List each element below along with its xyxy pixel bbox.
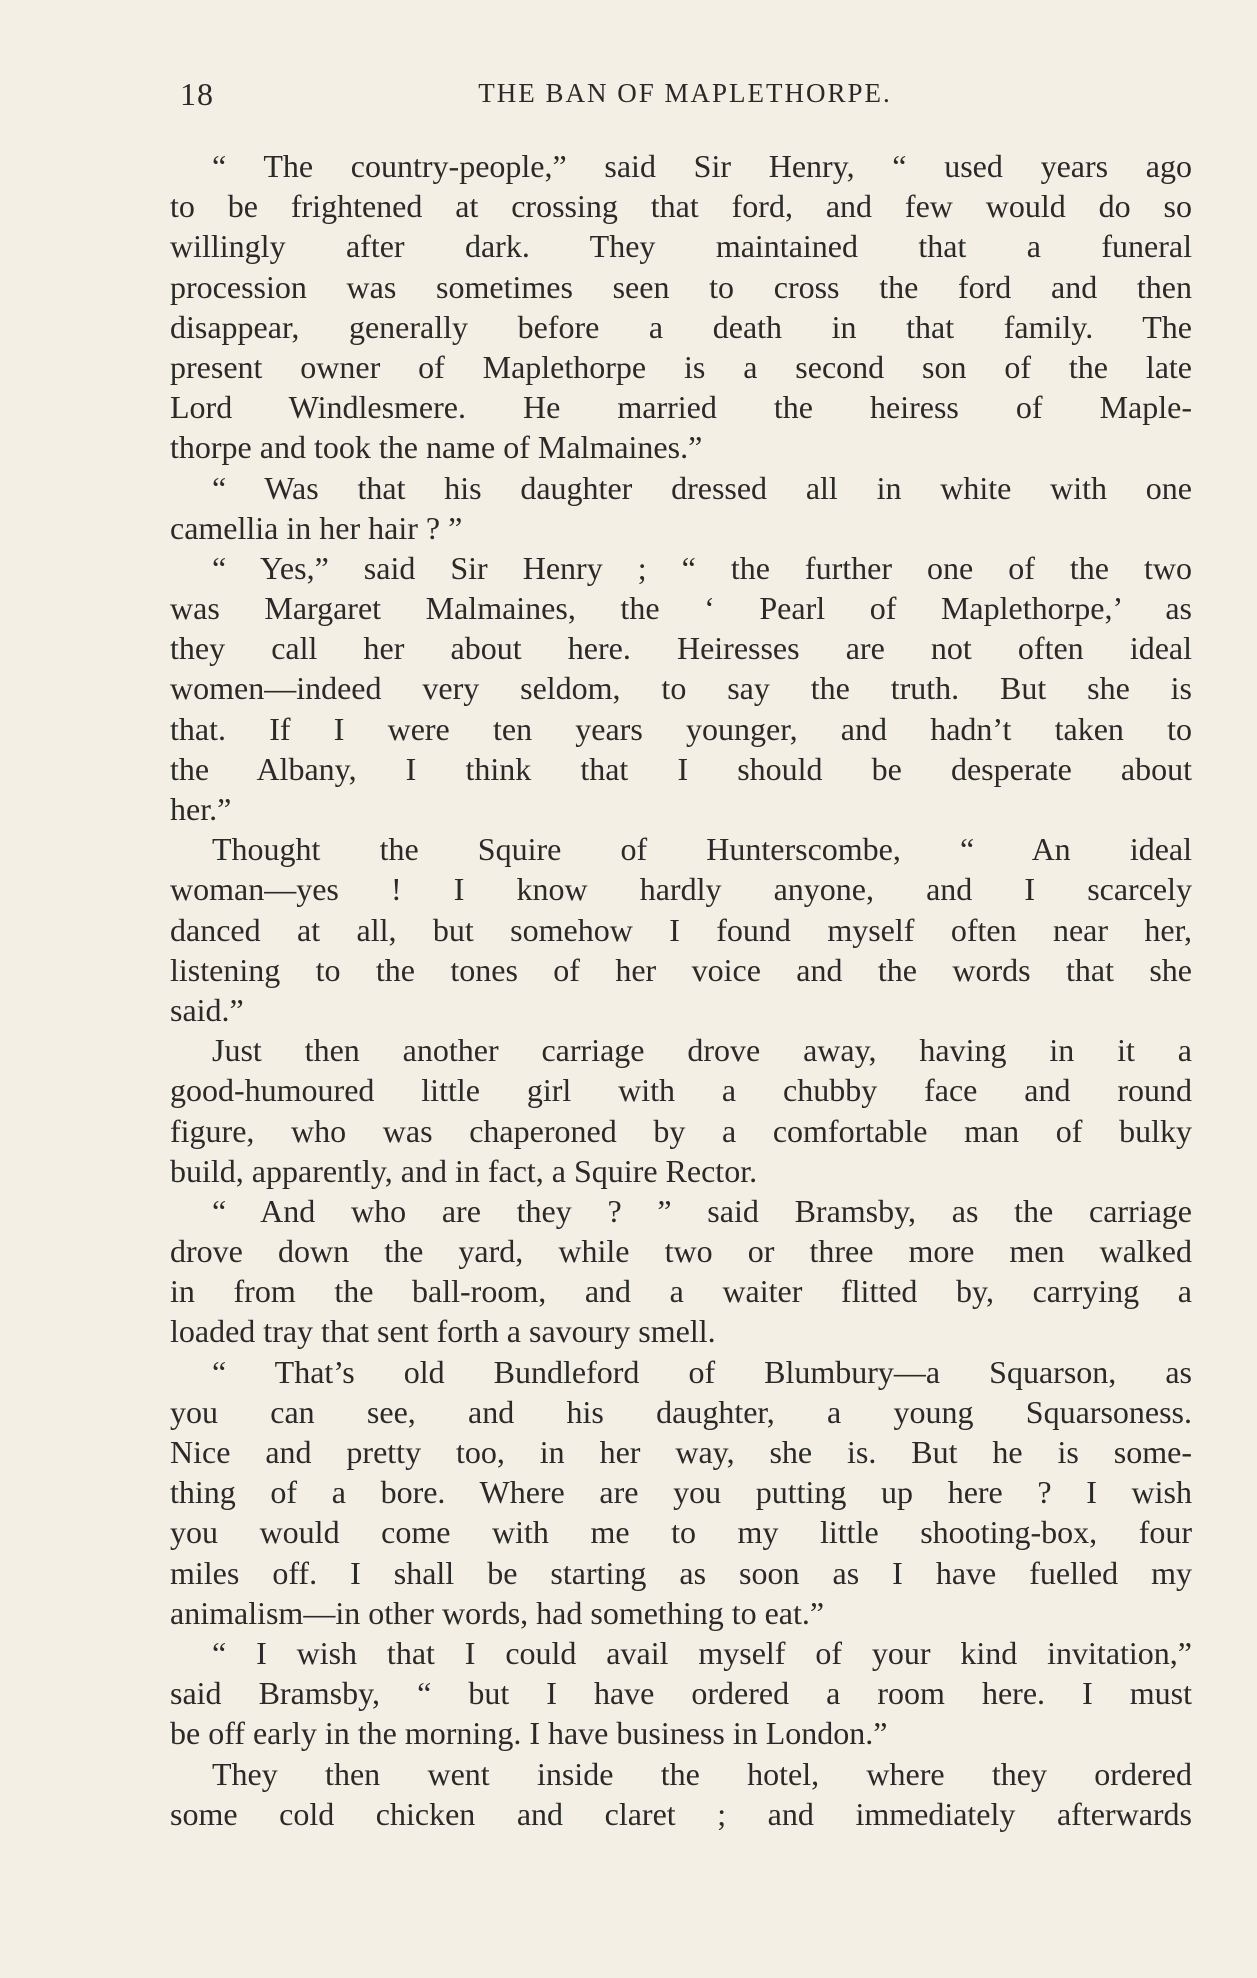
text-line: “ And who are they ? ” said Bramsby, as the carriage <box>212 1192 1192 1229</box>
text-line: listening to the tones of her voice and the words that she <box>170 951 1192 988</box>
text-line: Nice and pretty too, in her way, she is. But he is some- <box>170 1434 1192 1470</box>
text-line: they call her about here. Heiresses are not often ideal <box>170 630 1192 667</box>
text-line: “ The country-people,” said Sir Henry, “ used years ago <box>212 148 1192 184</box>
text-line: miles off. I shall be starting as soon as I have fuelled my <box>170 1554 1192 1591</box>
text-line: They then went inside the hotel, where they ordered <box>212 1755 1192 1792</box>
text-line: loaded tray that sent forth a savoury smell. <box>170 1313 716 1350</box>
text-line: you would come with me to my little shooting-box, four <box>170 1514 1192 1551</box>
text-line: build, apparently, and in fact, a Squire Rector. <box>170 1152 758 1189</box>
text-line: thorpe and took the name of Malmaines.” <box>170 429 703 466</box>
running-title: THE BAN OF MAPLETHORPE. <box>478 78 892 108</box>
text-line: the Albany, I think that I should be desperate about <box>170 750 1192 787</box>
text-line: animalism—in other words, had something to eat.” <box>170 1594 825 1631</box>
text-line: that. If I were ten years younger, and hadn’t taken to <box>170 710 1192 747</box>
text-line: “ That’s old Bundleford of Blumbury—a Squarson, as <box>212 1353 1192 1390</box>
text-line: you can see, and his daughter, a young Squarsoness. <box>170 1393 1192 1430</box>
body-text <box>170 146 1192 1834</box>
text-line: women—indeed very seldom, to say the truth. But she is <box>170 670 1192 707</box>
text-line: “ I wish that I could avail myself of your kind invitation,” <box>212 1634 1192 1671</box>
text-line: willingly after dark. They maintained that a funeral <box>170 228 1192 265</box>
text-line: thing of a bore. Where are you putting up here ? I wish <box>170 1474 1192 1511</box>
text-line: drove down the yard, while two or three more men walked <box>170 1233 1192 1270</box>
text-line: said.” <box>170 991 244 1028</box>
text-line: danced at all, but somehow I found myself often near her, <box>170 911 1192 948</box>
text-line: in from the ball-room, and a waiter flitted by, carrying a <box>170 1273 1192 1310</box>
text-line: to be frightened at crossing that ford, and few would do so <box>170 188 1192 225</box>
text-line: disappear, generally before a death in that family. The <box>170 308 1192 345</box>
page-header <box>180 76 1190 116</box>
text-line: camellia in her hair ? ” <box>170 509 463 546</box>
text-line: procession was sometimes seen to cross the ford and then <box>170 268 1192 305</box>
page-number: 18 <box>180 76 214 112</box>
text-line: Just then another carriage drove away, having in it a <box>212 1032 1192 1069</box>
text-line: was Margaret Malmaines, the ‘ Pearl of Maplethorpe,’ as <box>170 590 1192 627</box>
text-line: woman—yes ! I know hardly anyone, and I scarcely <box>170 871 1192 908</box>
text-line: be off early in the morning. I have business in London.” <box>170 1715 888 1752</box>
text-line: present owner of Maplethorpe is a second son of the late <box>170 348 1192 385</box>
text-line: her.” <box>170 791 232 827</box>
text-line: Lord Windlesmere. He married the heiress of Maple- <box>170 389 1192 426</box>
text-line: Thought the Squire of Hunterscombe, “ An ideal <box>212 831 1192 868</box>
text-line: said Bramsby, “ but I have ordered a room here. I must <box>170 1675 1192 1712</box>
text-line: some cold chicken and claret ; and immediately afterwards <box>170 1795 1192 1832</box>
text-line: good-humoured little girl with a chubby face and round <box>170 1072 1192 1109</box>
text-line: “ Was that his daughter dressed all in white with one <box>212 469 1192 506</box>
text-line: “ Yes,” said Sir Henry ; “ the further one of the two <box>212 549 1192 586</box>
text-line: figure, who was chaperoned by a comfortable man of bulky <box>170 1112 1192 1149</box>
